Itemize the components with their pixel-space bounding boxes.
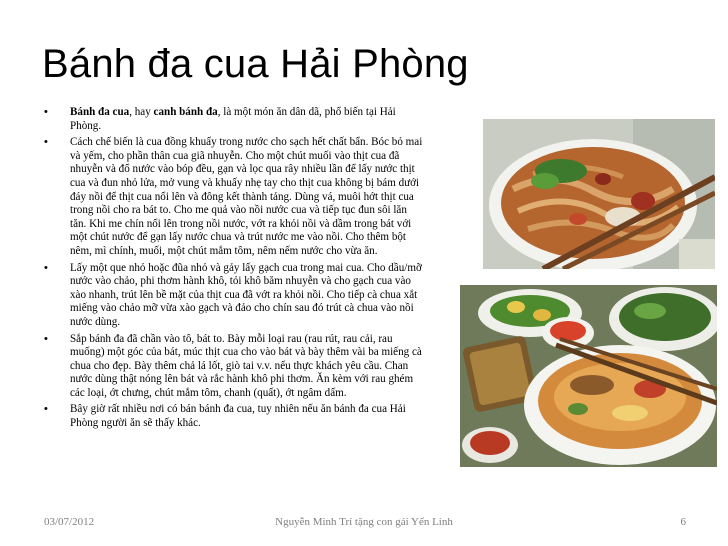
bold-term: Bánh đa cua	[70, 106, 130, 118]
bullet-text: Bây giờ rất nhiều nơi có bán bánh đa cua, tuy nhiên nếu ăn bánh đa cua Hải Phòng người ăn sẽ thấy khác.	[70, 403, 406, 430]
bullet-dot: •	[44, 136, 48, 149]
table-spread-photo	[460, 285, 717, 467]
page-number: 6	[680, 516, 686, 528]
footer-date: 03/07/2012	[44, 516, 95, 528]
bullet-item	[44, 333, 424, 401]
bullet-text: Lấy một que nhỏ hoặc đũa nhỏ và gảy lấy gạch cua trong mai cua. Cho dầu/mỡ nước vào chảo, phi thơm hành khô, tỏi khô băm nhuyễn và cho gạch cua vào xào nhanh, trút lên bề mặt của thịt cua đã vớt ra khỏi nồi. Cho tiếp cà chua xắt miếng vào chảo mỡ vừa xào gạch và đảo cho chín sau đó trút cà chua vào nồi nước dùng.	[70, 261, 422, 328]
footer-author: Nguyễn Minh Trí tặng con gái Yến Linh	[275, 516, 453, 528]
bullet-text: , là một món ăn dân dã, phổ biến tại Hải Phòng.	[70, 106, 396, 132]
slide-title: Bánh đa cua Hải Phòng	[42, 42, 469, 86]
bullet-list	[44, 106, 424, 434]
bold-term: canh bánh đa	[153, 106, 218, 118]
bullet-item	[44, 106, 424, 133]
bullet-text: Cách chế biến là cua đồng khuấy trong nước cho sạch hết chất bẩn. Bóc bỏ mai và yếm, cho phần thân cua giã nhuyễn. Cho một chút muối vào thịt cua đã nhuyễn và đổ nước vào bóp đều, gạn và lọc qua rây nhiều lần để lấy nước thịt cua và đun nhỏ lửa, mở vung và khuấy nhẹ tay cho thịt cua không bị bám dưới đáy nồi để thịt cua nổi lên và đông kết thành tảng. Dùng vá, muôi hớt thịt cua trong nồi cho ra bát to. Cho me quả vào nồi nước cua và tiếp tục đun sôi lăn tăn. Khi me chín nổi lên trong nồi nước, vớt ra khỏi nồi và dầm trong bát với một chút nước để gạn lấy nước chua và trút nước me vào nồi. Cho thêm bột nêm, mì chính, muối, một chút mắm tôm, nêm nếm nước cho vừa ăn.	[70, 136, 423, 257]
bullet-item	[44, 136, 424, 258]
bullet-dot: •	[44, 106, 48, 118]
bullet-dot: •	[44, 332, 48, 345]
bullet-text: , hay	[129, 106, 154, 118]
bullet-text: Sắp bánh đa đã chần vào tô, bát to. Bày mỗi loại rau (rau rút, rau cải, rau muống) một góc của bát, múc thịt cua cho vào bát và bày thêm vài ba miếng cà chua cho đẹp. Bày thêm chả lá lốt, giò tai v.v. nếu thực khách yêu cầu. Chan nước dùng thật nóng lên bát và rắc hành khô phi thơm. Ăn kèm với rau ghém các loại, ớt chưng, chút mắm tôm, chanh (quất), ớt ngâm dấm.	[70, 332, 422, 399]
noodle-bowl-photo	[483, 119, 715, 269]
bullet-dot: •	[44, 261, 48, 274]
bullet-item	[44, 262, 424, 330]
bullet-item	[44, 403, 424, 430]
bullet-dot: •	[44, 403, 48, 416]
